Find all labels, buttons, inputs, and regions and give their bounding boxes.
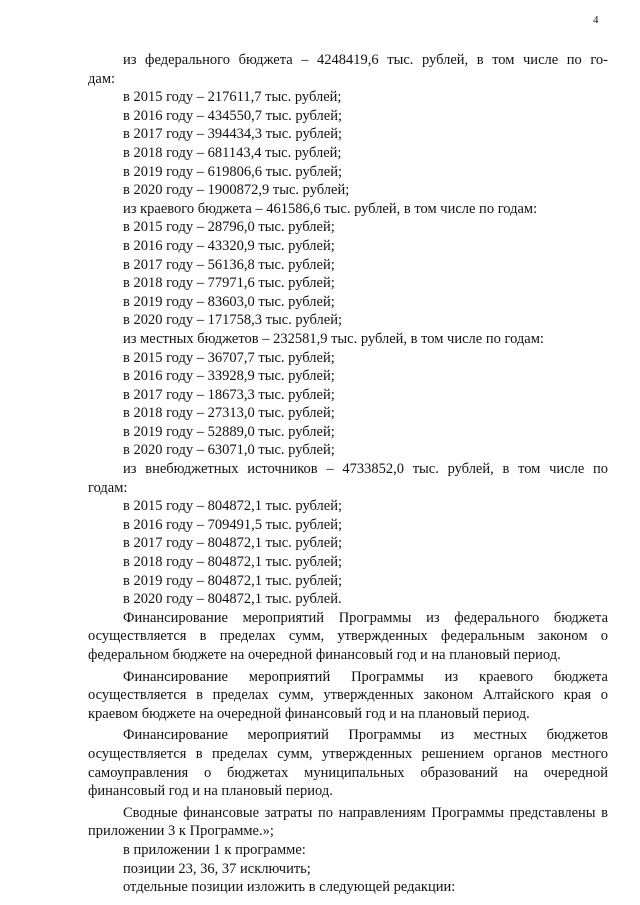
extrabudget-year-2017: в 2017 году – 804872,1 тыс. рублей; [123,535,343,552]
federal-year-2019: в 2019 году – 619806,6 тыс. рублей; [123,163,343,180]
federal-year-2015: в 2015 году – 217611,7 тыс. рублей; [123,89,342,106]
page-number: 4 [593,14,599,26]
extrabudget-year-2019: в 2019 году – 804872,1 тыс. рублей; [123,572,343,589]
federal-financing-paragraph: Финансирование мероприятий Программы из федерального бюджета осуществляется в пределах сумм, утвержденных федеральным законом о федеральном бюджете на очередной финансовый год и на плановый период. [88,609,608,663]
regional-year-2019: в 2019 году – 83603,0 тыс. рублей; [123,293,335,310]
federal-year-2017: в 2017 году – 394434,3 тыс. рублей; [123,126,343,143]
extrabudget-year-2020: в 2020 году – 804872,1 тыс. рублей. [123,591,342,608]
local-financing-paragraph: Финансирование мероприятий Программы из местных бюджетов осуществляется в пределах сумм, утвержденных решением органов местного самоуправления о бюджетах муниципальных образований на очередной финансовый год и на плановый период. [88,727,608,800]
federal-year-2018: в 2018 году – 681143,4 тыс. рублей; [123,144,342,161]
local-year-2015: в 2015 году – 36707,7 тыс. рублей; [123,349,335,366]
restate-positions: отдельные позиции изложить в следующей редакции: [123,879,456,896]
federal-intro: из федерального бюджета – 4248419,6 тыс. рублей, в том числе по го- [123,52,608,68]
extrabudget-intro-cont: годам: [88,479,128,496]
local-year-2016: в 2016 году – 33928,9 тыс. рублей; [123,368,335,385]
summary-costs-paragraph: Сводные финансовые затраты по направлениям Программы представлены в приложении 3 к Программе.»; [88,804,608,840]
page-content [88,51,608,897]
extrabudget-intro: из внебюджетных источников – 4733852,0 тыс. рублей, в том числе по [123,461,608,478]
local-year-2020: в 2020 году – 63071,0 тыс. рублей; [123,442,335,459]
federal-year-2020: в 2020 году – 1900872,9 тыс. рублей; [123,182,350,199]
federal-intro-cont: дам: [88,70,116,87]
appendix-amendment: в приложении 1 к программе: [123,841,306,858]
regional-financing-paragraph: Финансирование мероприятий Программы из краевого бюджета осуществляется в пределах сумм, утвержденных законом Алтайского края о краевом бюджете на очередной финансовый год и на плановый период. [88,668,608,722]
regional-intro: из краевого бюджета – 461586,6 тыс. рублей, в том числе по годам: [123,200,538,217]
local-intro: из местных бюджетов – 232581,9 тыс. рублей, в том числе по годам: [123,330,544,347]
federal-year-2016: в 2016 году – 434550,7 тыс. рублей; [123,107,343,124]
regional-year-2015: в 2015 году – 28796,0 тыс. рублей; [123,219,335,236]
extrabudget-year-2015: в 2015 году – 804872,1 тыс. рублей; [123,498,343,515]
extrabudget-year-2018: в 2018 году – 804872,1 тыс. рублей; [123,554,343,571]
extrabudget-year-2016: в 2016 году – 709491,5 тыс. рублей; [123,516,343,533]
exclude-positions: позиции 23, 36, 37 исключить; [123,860,311,877]
regional-year-2018: в 2018 году – 77971,6 тыс. рублей; [123,275,335,292]
local-year-2017: в 2017 году – 18673,3 тыс. рублей; [123,386,335,403]
regional-year-2017: в 2017 году – 56136,8 тыс. рублей; [123,256,335,273]
regional-year-2020: в 2020 году – 171758,3 тыс. рублей; [123,312,343,329]
local-year-2018: в 2018 году – 27313,0 тыс. рублей; [123,405,335,422]
regional-year-2016: в 2016 году – 43320,9 тыс. рублей; [123,237,335,254]
local-year-2019: в 2019 году – 52889,0 тыс. рублей; [123,423,335,440]
